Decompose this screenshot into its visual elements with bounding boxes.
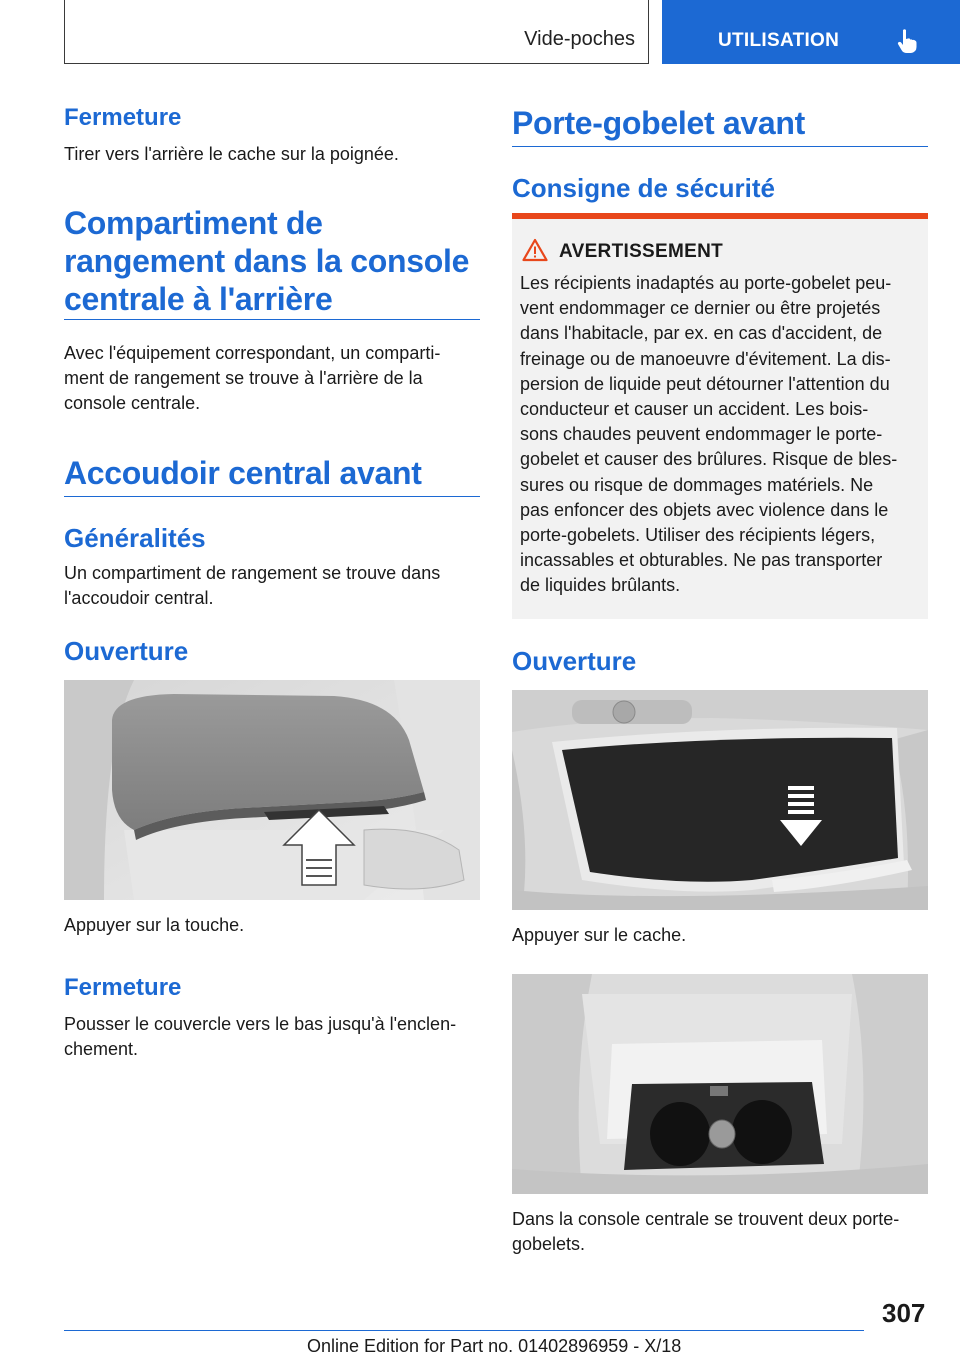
cupholder-cover-illustration — [512, 690, 928, 910]
compartiment-heading — [64, 204, 484, 318]
caption-cover: Appuyer sur le cache. — [512, 925, 687, 945]
heading-rule — [64, 319, 480, 320]
heading-line: centrale à l'arrière — [64, 281, 333, 317]
fermeture-heading: Fermeture — [64, 104, 182, 131]
accoudoir-heading: Accoudoir central avant — [64, 455, 422, 491]
chapter-tab-label: UTILISATION — [718, 30, 840, 51]
warning-line: freinage ou de manoeuvre d'évitement. La dis- — [520, 348, 891, 369]
warning-line: conducteur et causer un accident. Les bois- — [520, 399, 869, 420]
warning-bar — [512, 213, 928, 219]
warning-line: pas enfoncer des objets avec violence dans le — [520, 499, 889, 520]
warning-line: dans l'habitacle, par ex. en cas d'accident, de — [520, 323, 883, 344]
generalites-heading: Généralités — [64, 523, 206, 553]
warning-line: persion de liquide peut détourner l'attention du — [520, 373, 890, 394]
warning-line: de liquides brûlants. — [520, 575, 681, 596]
heading-line: Compartiment de — [64, 205, 323, 241]
warning-line: gobelet et causer des brûlures. Risque de bles- — [520, 449, 898, 470]
fermeture-heading-2: Fermeture — [64, 974, 182, 1001]
compartiment-text — [64, 341, 484, 416]
page-number: 307 — [882, 1298, 926, 1328]
porte-gobelet-heading: Porte-gobelet avant — [512, 105, 806, 141]
heading-rule — [512, 146, 928, 147]
heading-rule — [64, 496, 480, 497]
consigne-heading: Consigne de sécurité — [512, 173, 775, 203]
edition-text: Online Edition for Part no. 01402896959 - X/18 — [307, 1336, 682, 1356]
text-line: l'accoudoir central. — [64, 588, 214, 608]
ouverture-caption-left: Appuyer sur la touche. — [64, 915, 245, 935]
warning-line: vent endommager ce dernier ou être projetés — [520, 298, 881, 319]
heading-line: rangement dans la console — [64, 243, 470, 279]
hand-pointer-icon — [896, 28, 918, 54]
text-line: console centrale. — [64, 393, 201, 413]
text-line: Dans la console centrale se trouvent deux porte- — [512, 1209, 900, 1229]
warning-line: porte-gobelets. Utiliser des récipients légers, — [520, 525, 876, 546]
warning-line: sures ou risque de dommages matériels. Ne — [520, 474, 874, 495]
text-line: Avec l'équipement correspondant, un comparti- — [64, 343, 441, 363]
ouverture-heading-right: Ouverture — [512, 646, 637, 676]
footer-rule — [64, 1330, 864, 1331]
cupholders-open-illustration — [512, 974, 928, 1194]
fermeture-text: Tirer vers l'arrière le cache sur la poignée. — [64, 144, 399, 164]
generalites-text — [64, 561, 484, 611]
warning-triangle-icon — [522, 238, 548, 262]
warning-text — [520, 271, 922, 599]
text-line: Un compartiment de rangement se trouve dans — [64, 563, 441, 583]
warning-line: sons chaudes peuvent endommager le porte- — [520, 424, 883, 445]
ouverture-heading-left: Ouverture — [64, 636, 189, 666]
armrest-illustration — [64, 680, 480, 900]
text-line: chement. — [64, 1039, 139, 1059]
warning-line: Les récipients inadaptés au porte-gobelet peu- — [520, 273, 892, 293]
fermeture-text-2 — [64, 1012, 484, 1062]
text-line: gobelets. — [512, 1234, 586, 1254]
text-line: Pousser le couvercle vers le bas jusqu'à l'enclen- — [64, 1014, 457, 1034]
text-line: ment de rangement se trouve à l'arrière de la — [64, 368, 423, 388]
caption-cupholders — [512, 1207, 932, 1257]
warning-title: AVERTISSEMENT — [559, 241, 724, 262]
section-title: Vide-poches — [524, 28, 635, 50]
warning-line: incassables et obturables. Ne pas transporter — [520, 550, 883, 571]
